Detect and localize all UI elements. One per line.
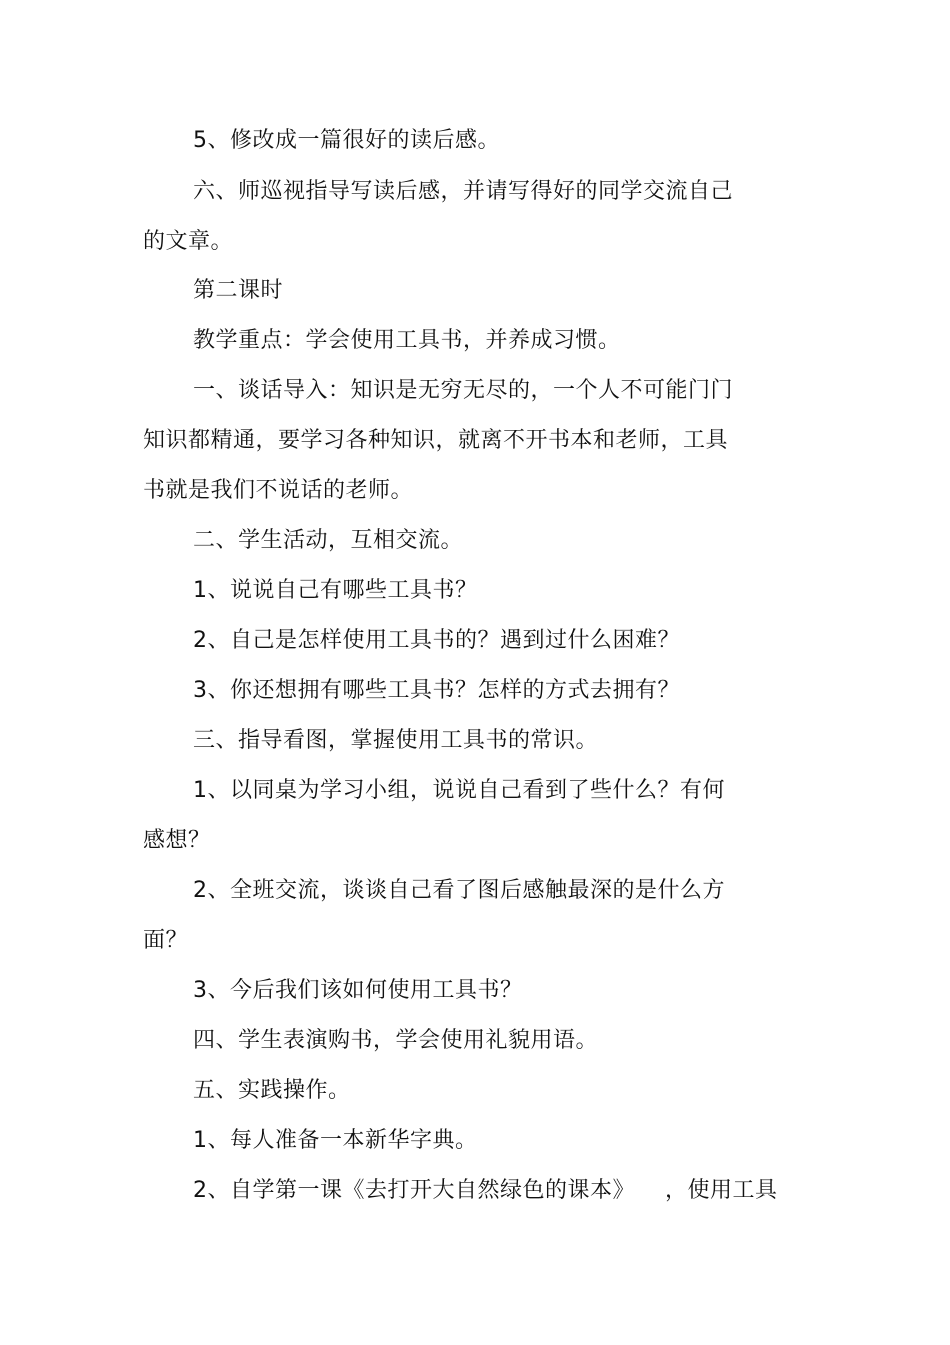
text-line: 2、自己是怎样使用工具书的？遇到过什么困难？ (193, 628, 680, 653)
text-line: 5、修改成一篇很好的读后感。 (193, 128, 500, 153)
text-line: 教学重点：学会使用工具书，并养成习惯。 (193, 328, 621, 353)
text-line: 一、谈话导入：知识是无穷无尽的，一个人不可能门门 (193, 378, 734, 403)
text-line: 的文章。 (143, 229, 234, 254)
text-line: 1、以同桌为学习小组，说说自己看到了些什么？有何 (193, 778, 725, 803)
text-line: 面？ (143, 928, 189, 953)
text-line: 书就是我们不说话的老师。 (143, 478, 414, 503)
text-line: 三、指导看图，掌握使用工具书的常识。 (193, 728, 599, 753)
text-line: 3、你还想拥有哪些工具书？怎样的方式去拥有？ (193, 678, 680, 703)
text-line: 二、学生活动，互相交流。 (193, 528, 464, 553)
text-line: 第二课时 (193, 278, 284, 303)
text-line: 2、全班交流，谈谈自己看了图后感触最深的是什么方 (193, 878, 725, 903)
text-line: 感想？ (143, 828, 211, 853)
text-line: 1、说说自己有哪些工具书？ (193, 578, 478, 603)
text-line: 五、实践操作。 (193, 1078, 351, 1103)
text-line: 六、师巡视指导写读后感，并请写得好的同学交流自己 (193, 179, 734, 204)
text-line: 3、今后我们该如何使用工具书？ (193, 978, 523, 1003)
text-line: 1、每人准备一本新华字典。 (193, 1128, 478, 1153)
text-line: 四、学生表演购书，学会使用礼貌用语。 (193, 1028, 599, 1053)
text-line: 2、自学第一课《去打开大自然绿色的课本》 ，使用工具 (193, 1178, 778, 1203)
text-line: 知识都精通，要学习各种知识，就离不开书本和老师，工具 (143, 428, 729, 453)
